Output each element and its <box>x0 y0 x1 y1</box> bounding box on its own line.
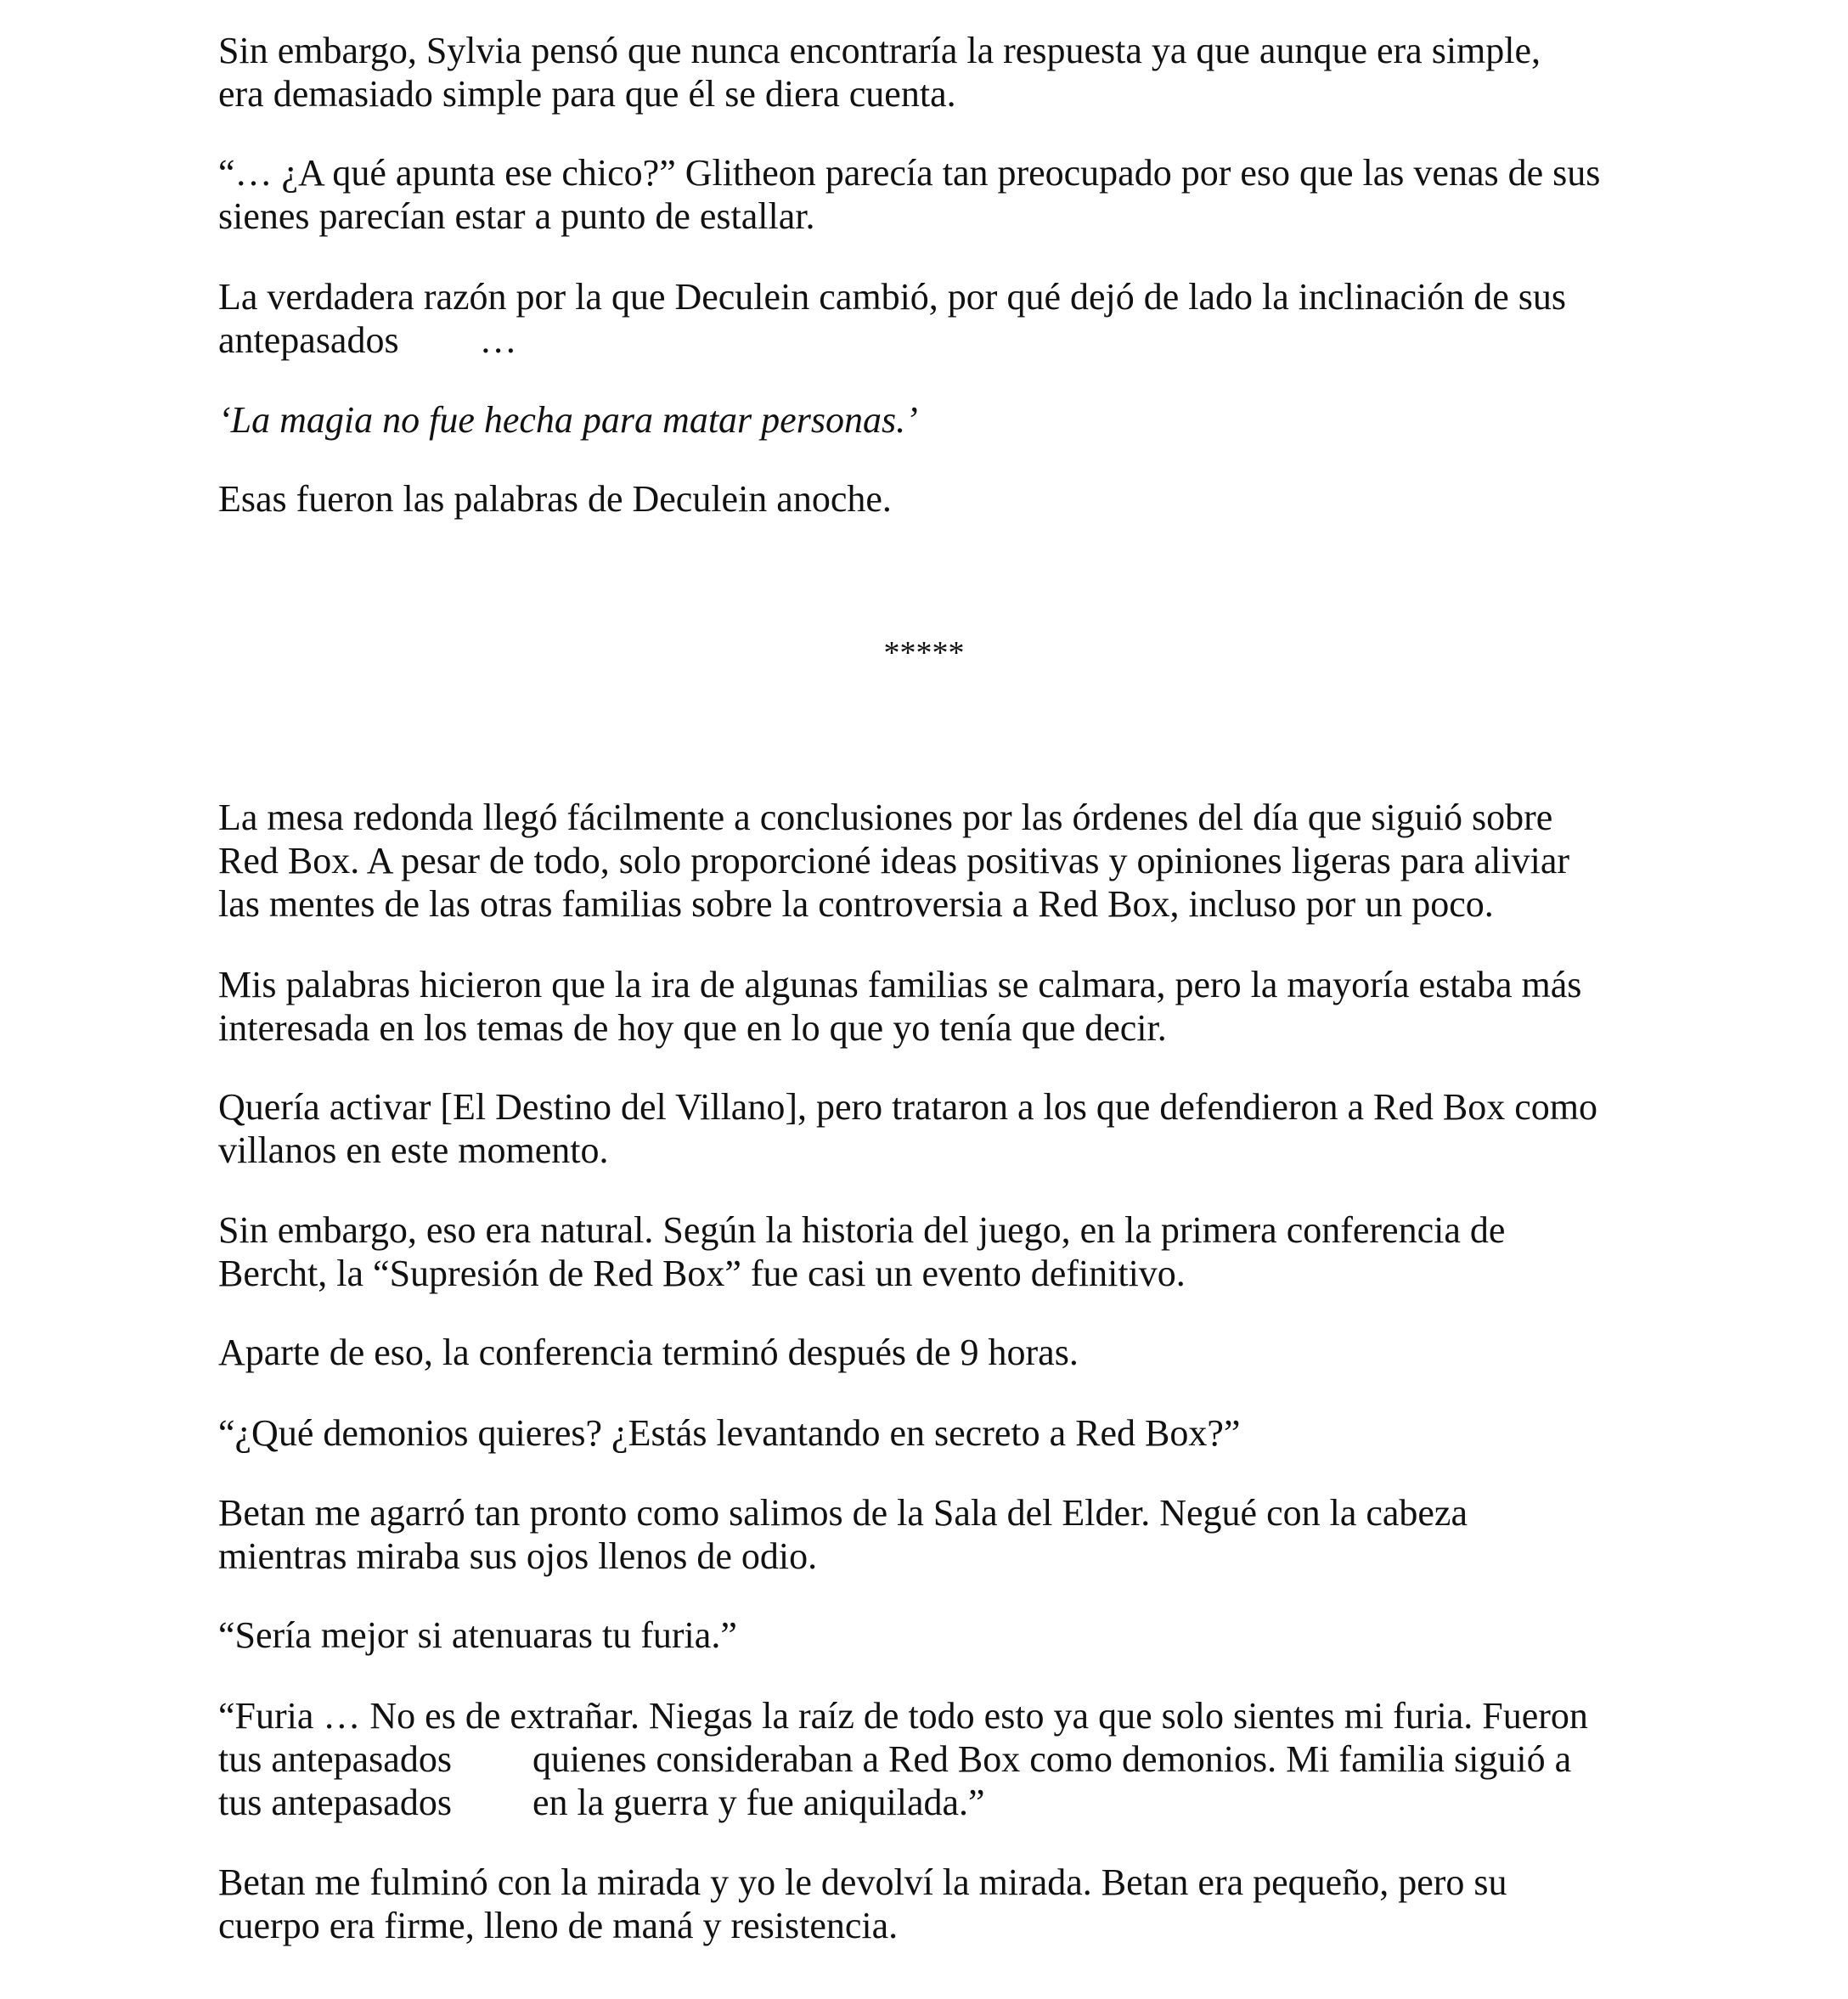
text-line: las mentes de las otras familias sobre la controversia a Red Box, incluso por un poco. <box>218 883 1494 925</box>
paragraph <box>218 275 1566 362</box>
text-line <box>218 318 1566 362</box>
text-line: “Furia … No es de extrañar. Niegas la raíz de todo esto ya que solo sientes mi furia. Fueron <box>218 1695 1588 1737</box>
text-line <box>218 1737 1588 1781</box>
text-fragment: quienes consideraban a Red Box como demonios. Mi familia siguió a <box>532 1738 1572 1780</box>
paragraph <box>218 1694 1588 1824</box>
text-line: “¿Qué demonios quieres? ¿Estás levantando en secreto a Red Box?” <box>218 1412 1241 1454</box>
text-line: era demasiado simple para que él se diera cuenta. <box>218 73 956 115</box>
text-line: Betan me fulminó con la mirada y yo le devolví la mirada. Betan era pequeño, pero su <box>218 1861 1507 1903</box>
text-line: cuerpo era firme, lleno de maná y resistencia. <box>218 1905 899 1946</box>
text-line: Sin embargo, eso era natural. Según la historia del juego, en la primera conferencia de <box>218 1209 1506 1251</box>
text-line: La verdadera razón por la que Deculein cambió, por qué dejó de lado la inclinación de sus <box>218 276 1567 318</box>
text-line: sienes parecían estar a punto de estallar. <box>218 195 815 237</box>
text-line: Mis palabras hicieron que la ira de algunas familias se calmara, pero la mayoría estaba más <box>218 964 1582 1005</box>
text-line: interesada en los temas de hoy que en lo que yo tenía que decir. <box>218 1007 1167 1049</box>
text-line: ‘La magia no fue hecha para matar personas.’ <box>218 399 918 441</box>
text-fragment: antepasados <box>218 319 399 361</box>
paragraph <box>218 1331 1079 1374</box>
text-line <box>218 1781 1588 1824</box>
text-line: “Sería mejor si atenuaras tu furia.” <box>218 1614 737 1656</box>
text-line: Sin embargo, Sylvia pensó que nunca encontraría la respuesta ya que aunque era simple, <box>218 30 1541 71</box>
text-line: Betan me agarró tan pronto como salimos de la Sala del Elder. Negué con la cabeza <box>218 1492 1468 1534</box>
text-line: Bercht, la “Supresión de Red Box” fue casi un evento definitivo. <box>218 1253 1186 1294</box>
paragraph <box>218 1613 737 1657</box>
paragraph <box>218 29 1541 115</box>
paragraph <box>218 151 1600 238</box>
paragraph <box>218 1208 1505 1295</box>
text-line: Red Box. A pesar de todo, solo proporcioné ideas positivas y opiniones ligeras para aliviar <box>218 840 1570 881</box>
paragraph <box>218 963 1581 1050</box>
section-separator: ***** <box>883 635 965 671</box>
text-line: Aparte de eso, la conferencia terminó después de 9 horas. <box>218 1332 1079 1373</box>
text-fragment: … <box>479 319 517 361</box>
text-line: “… ¿A qué apunta ese chico?” Glitheon parecía tan preocupado por eso que las venas de sus <box>218 152 1601 194</box>
italic-quote <box>218 398 918 442</box>
text-line: Esas fueron las palabras de Deculein anoche. <box>218 478 892 520</box>
text-fragment: en la guerra y fue aniquilada.” <box>532 1782 985 1823</box>
text-line: La mesa redonda llegó fácilmente a conclusiones por las órdenes del día que siguió sobre <box>218 797 1553 838</box>
paragraph <box>218 1411 1240 1455</box>
paragraph <box>218 1861 1507 1947</box>
text-fragment: tus antepasados <box>218 1782 452 1823</box>
text-line: Quería activar [El Destino del Villano], pero trataron a los que defendieron a Red Box como <box>218 1086 1598 1128</box>
text-line: villanos en este momento. <box>218 1129 609 1171</box>
text-line: mientras miraba sus ojos llenos de odio. <box>218 1535 818 1577</box>
text-fragment: tus antepasados <box>218 1738 452 1780</box>
paragraph <box>218 796 1569 926</box>
paragraph <box>218 1491 1468 1578</box>
paragraph <box>218 477 892 521</box>
paragraph <box>218 1085 1597 1172</box>
